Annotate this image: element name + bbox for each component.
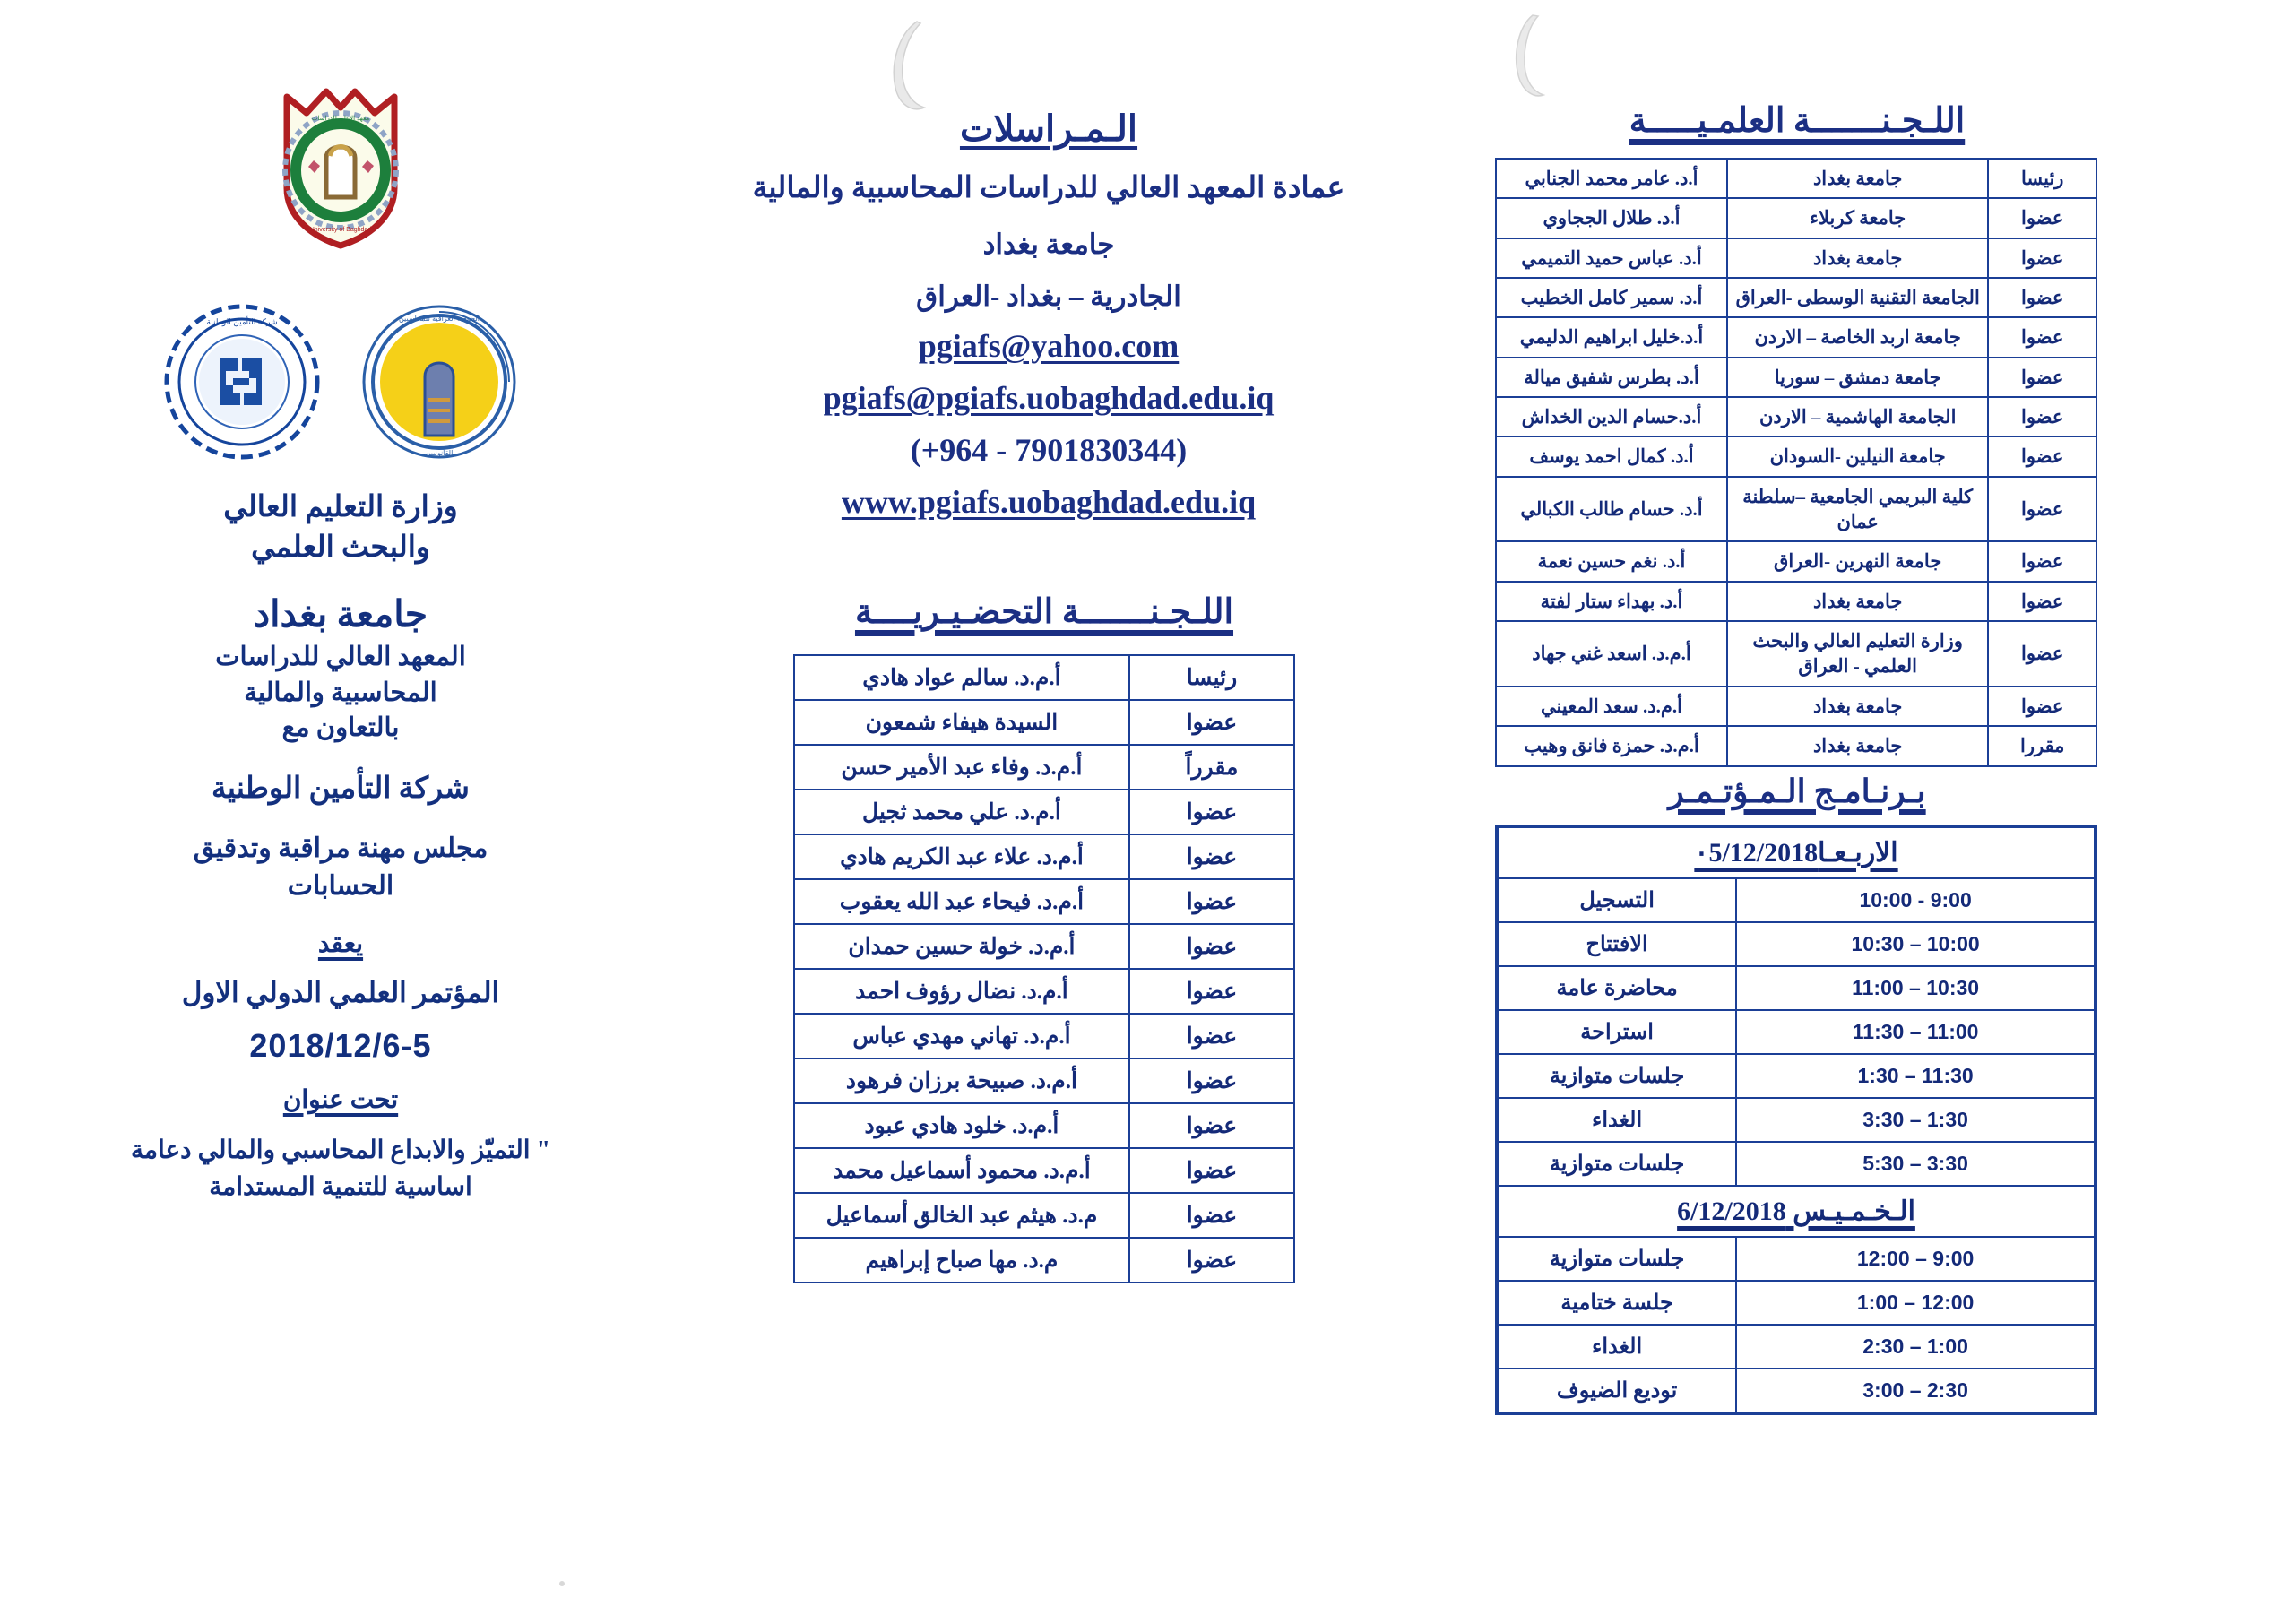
scientific-role: رئيسا <box>1988 159 2096 198</box>
scientific-affiliation: الجامعة الهاشمية – الاردن <box>1727 397 1988 436</box>
scientific-role: عضوا <box>1988 358 2096 397</box>
preparatory-member-name: أ.م.د. سالم عواد هادي <box>794 655 1129 700</box>
scientific-role: عضوا <box>1988 397 2096 436</box>
table-row <box>1497 826 2096 878</box>
scientific-affiliation: جامعة كربلاء <box>1727 198 1988 238</box>
program-day2-row <box>1497 1325 2096 1369</box>
scan-tear-mark-right <box>1506 13 1569 102</box>
program-time: 10:30 – 11:00 <box>1736 966 2096 1010</box>
scientific-member-name: أ.د.خليل ابراهيم الدليمي <box>1496 317 1727 357</box>
correspondence-block <box>708 108 1389 521</box>
scientific-member-name: أ.د. عباس حميد التميمي <box>1496 238 1727 278</box>
preparatory-member-name: أ.م.د. علاء عبد الكريم هادي <box>794 834 1129 879</box>
scientific-role: عضوا <box>1988 582 2096 621</box>
scientific-member-name: أ.د. طلال الججاوي <box>1496 198 1727 238</box>
table-row <box>794 879 1294 924</box>
scientific-member-name: أ.د. عامر محمد الجنابي <box>1496 159 1727 198</box>
conference-theme-line-1: " التميّز والابداع المحاسبي والمالي دعامة <box>130 1136 551 1165</box>
correspondence-heading: الـمـراسلات <box>959 108 1138 149</box>
correspondence-email-yahoo[interactable]: pgiafs@yahoo.com <box>918 328 1180 365</box>
table-row <box>1496 582 2096 621</box>
left-text-block <box>49 488 632 1206</box>
scientific-member-name: أ.م.د. سعد المعيني <box>1496 687 1727 726</box>
cooperation-label: بالتعاون مع <box>281 713 400 742</box>
holds-label: يعقد <box>317 930 364 959</box>
scientific-affiliation: جامعة النيلين -السودان <box>1727 436 1988 476</box>
program-activity: جلسات متوازية <box>1497 1237 1736 1281</box>
table-row <box>1496 238 2096 278</box>
preparatory-committee-body <box>794 655 1294 1283</box>
scan-tear-mark-left <box>874 18 955 117</box>
program-day2-row <box>1497 1237 2096 1281</box>
table-row <box>1496 317 2096 357</box>
preparatory-role: عضوا <box>1129 924 1294 969</box>
table-row <box>1496 159 2096 198</box>
table-row <box>794 655 1294 700</box>
preparatory-member-name: م.د. هيثم عبد الخالق أسماعيل <box>794 1193 1129 1238</box>
under-title-label: تحت عنوان <box>282 1086 399 1115</box>
scientific-member-name: أ.د. بهداء ستار لفتة <box>1496 582 1727 621</box>
program-activity: استراحة <box>1497 1010 1736 1054</box>
scientific-member-name: أ.د. نغم حسين نعمة <box>1496 541 1727 581</box>
program-activity: محاضرة عامة <box>1497 966 1736 1010</box>
preparatory-role: رئيسا <box>1129 655 1294 700</box>
scientific-affiliation: جامعة بغداد <box>1727 159 1988 198</box>
preparatory-role: عضوا <box>1129 1103 1294 1148</box>
svg-text:القانونيين: القانونيين <box>425 449 454 457</box>
scientific-role: عضوا <box>1988 238 2096 278</box>
scientific-affiliation: جامعة بغداد <box>1727 238 1988 278</box>
scientific-role: عضوا <box>1988 317 2096 357</box>
table-row <box>1496 397 2096 436</box>
scientific-committee-table <box>1495 158 2097 767</box>
scientific-role: عضوا <box>1988 278 2096 317</box>
preparatory-member-name: أ.م.د. وفاء عبد الأمير حسن <box>794 745 1129 790</box>
preparatory-member-name: م.د. مها صباح إبراهيم <box>794 1238 1129 1283</box>
left-column <box>49 81 632 1206</box>
scientific-role: مقررا <box>1988 726 2096 765</box>
partner-national-insurance: شركة التأمين الوطنية <box>212 772 470 805</box>
preparatory-role: عضوا <box>1129 700 1294 745</box>
preparatory-member-name: أ.م.د. نضال رؤوف احمد <box>794 969 1129 1014</box>
program-activity: جلسة ختامية <box>1497 1281 1736 1325</box>
scientific-role: عضوا <box>1988 198 2096 238</box>
national-insurance-logo <box>161 301 323 462</box>
program-day1-row <box>1497 878 2096 922</box>
logo-row-secondary <box>49 292 632 471</box>
program-activity: التسجيل <box>1497 878 1736 922</box>
preparatory-role: عضوا <box>1129 1238 1294 1283</box>
scientific-affiliation: الجامعة التقنية الوسطى -العراق <box>1727 278 1988 317</box>
scientific-member-name: أ.د.حسام الدين الخداش <box>1496 397 1727 436</box>
conference-name: المؤتمر العلمي الدولي الاول <box>181 977 500 1009</box>
scientific-committee-body <box>1496 159 2096 766</box>
program-time: 12:00 – 1:00 <box>1736 1281 2096 1325</box>
table-row <box>1496 687 2096 726</box>
preparatory-committee-table-wrap <box>793 654 1295 1283</box>
program-day1-header: الاربـعـا٠5/12/2018 <box>1497 826 2096 878</box>
scientific-member-name: أ.د. بطرس شفيق ميالة <box>1496 358 1727 397</box>
ministry-line-1: وزارة التعليم العالي <box>223 491 458 523</box>
preparatory-member-name: أ.م.د. محمود أسماعيل محمد <box>794 1148 1129 1193</box>
preparatory-committee-table <box>793 654 1295 1283</box>
program-heading: بـرنـامـج الـمـؤتـمـر <box>1668 773 1926 809</box>
program-time: 1:30 – 3:30 <box>1736 1098 2096 1142</box>
svg-text:معهد الاعلى للدراسات: معهد الاعلى للدراسات <box>311 116 369 122</box>
program-day1-row <box>1497 1010 2096 1054</box>
correspondence-email-institutional[interactable]: pgiafs@pgiafs.uobaghdad.edu.iq <box>823 380 1275 417</box>
table-row <box>794 700 1294 745</box>
institute-line-1: المعهد العالي للدراسات <box>215 643 466 672</box>
program-day1-row <box>1497 966 2096 1010</box>
preparatory-committee-heading: اللـجـنـــــــة التحضـيـريــــة <box>854 593 1234 631</box>
program-table-wrap <box>1495 825 2097 1415</box>
program-day1-row <box>1497 1098 2096 1142</box>
table-row <box>794 969 1294 1014</box>
correspondence-deanship: عمادة المعهد العالي للدراسات المحاسبية والمالية <box>752 172 1345 204</box>
program-time: 11:00 – 11:30 <box>1736 1010 2096 1054</box>
scientific-affiliation: جامعة دمشق – سوريا <box>1727 358 1988 397</box>
preparatory-role: عضوا <box>1129 834 1294 879</box>
program-time: 1:00 – 2:30 <box>1736 1325 2096 1369</box>
program-activity: الغداء <box>1497 1325 1736 1369</box>
scientific-affiliation: جامعة بغداد <box>1727 726 1988 765</box>
scientific-committee-heading: اللـجـنـــــــة العلمـيـــــة <box>1629 102 1966 140</box>
partner-audit-council-line-1: مجلس مهنة مراقبة وتدقيق <box>193 834 488 864</box>
program-time: 9:00 – 12:00 <box>1736 1237 2096 1281</box>
program-day2-header: الـخـمـيـس 6/12/2018 <box>1497 1186 2096 1237</box>
preparatory-role: عضوا <box>1129 969 1294 1014</box>
table-row <box>794 1014 1294 1058</box>
scientific-affiliation: جامعة بغداد <box>1727 687 1988 726</box>
program-day1-row <box>1497 1054 2096 1098</box>
program-day2-row <box>1497 1369 2096 1413</box>
scientific-affiliation: وزارة التعليم العالي والبحث العلمي - العراق <box>1727 621 1988 687</box>
scan-speck-bottom <box>556 1577 568 1590</box>
program-day2-row <box>1497 1281 2096 1325</box>
scientific-affiliation: جامعة اربد الخاصة – الاردن <box>1727 317 1988 357</box>
correspondence-university: جامعة بغداد <box>982 229 1115 261</box>
table-row <box>1496 436 2096 476</box>
table-row <box>1496 477 2096 542</box>
program-activity: الافتتاح <box>1497 922 1736 966</box>
scientific-affiliation: جامعة بغداد <box>1727 582 1988 621</box>
table-row <box>1497 1186 2096 1237</box>
preparatory-member-name: أ.م.د. تهاني مهدي عباس <box>794 1014 1129 1058</box>
partner-audit-council-line-2: الحسابات <box>287 871 394 902</box>
preparatory-role: عضوا <box>1129 1014 1294 1058</box>
program-activity: توديع الضيوف <box>1497 1369 1736 1413</box>
university-name: جامعة بغداد <box>253 593 428 635</box>
scientific-member-name: أ.د. حسام طالب الكبالي <box>1496 477 1727 542</box>
logo-row-primary <box>49 81 632 287</box>
program-time: 10:00 – 10:30 <box>1736 922 2096 966</box>
ministry-line-2: والبحث العلمي <box>251 531 430 564</box>
accountants-association-logo <box>359 301 520 462</box>
scientific-committee-table-wrap <box>1495 158 2097 767</box>
table-row <box>1496 621 2096 687</box>
preparatory-member-name: أ.م.د. فيحاء عبد الله يعقوب <box>794 879 1129 924</box>
scientific-role: عضوا <box>1988 687 2096 726</box>
table-row <box>794 1238 1294 1283</box>
table-row <box>794 745 1294 790</box>
table-row <box>794 834 1294 879</box>
table-row <box>1496 198 2096 238</box>
table-row <box>794 1058 1294 1103</box>
correspondence-phone: (+964 - 7901830344) <box>910 432 1188 469</box>
table-row <box>1496 358 2096 397</box>
preparatory-role: مقرراً <box>1129 745 1294 790</box>
preparatory-role: عضوا <box>1129 1148 1294 1193</box>
table-row <box>794 1193 1294 1238</box>
svg-text:University of Baghdad: University of Baghdad <box>309 227 371 233</box>
table-row <box>794 1103 1294 1148</box>
program-activity: الغداء <box>1497 1098 1736 1142</box>
program-day1-row <box>1497 922 2096 966</box>
scientific-role: عضوا <box>1988 436 2096 476</box>
preparatory-role: عضوا <box>1129 1193 1294 1238</box>
svg-text:الجمعية العراقية للمحاسبين: الجمعية العراقية للمحاسبين <box>398 315 480 323</box>
table-row <box>1496 278 2096 317</box>
program-table <box>1495 825 2097 1415</box>
scientific-member-name: أ.م.د. حمزة فانق وهيب <box>1496 726 1727 765</box>
table-row <box>794 924 1294 969</box>
preparatory-member-name: أ.م.د. علي محمد ثجيل <box>794 790 1129 834</box>
table-row <box>794 1148 1294 1193</box>
conference-theme-line-2: اساسية للتنمية المستدامة <box>209 1172 472 1201</box>
scientific-member-name: أ.د. سمير كامل الخطيب <box>1496 278 1727 317</box>
program-time: 2:30 – 3:00 <box>1736 1369 2096 1413</box>
preparatory-member-name: أ.م.د. خلود هادي عبود <box>794 1103 1129 1148</box>
institute-line-2: المحاسبية والمالية <box>244 678 437 707</box>
correspondence-website[interactable]: www.pgiafs.uobaghdad.edu.iq <box>841 484 1257 521</box>
scientific-role: عضوا <box>1988 621 2096 687</box>
scientific-member-name: أ.د. كمال احمد يوسف <box>1496 436 1727 476</box>
svg-text:شركة التأمين الوطنية: شركة التأمين الوطنية <box>206 317 278 326</box>
institute-crest-logo <box>276 81 406 251</box>
preparatory-role: عضوا <box>1129 1058 1294 1103</box>
scientific-role: عضوا <box>1988 541 2096 581</box>
scientific-affiliation: جامعة النهرين -العراق <box>1727 541 1988 581</box>
table-row <box>794 790 1294 834</box>
correspondence-address: الجادرية – بغداد -العراق <box>916 281 1181 313</box>
program-time: 9:00 - 10:00 <box>1736 878 2096 922</box>
program-day1-row <box>1497 1142 2096 1186</box>
scientific-member-name: أ.م.د. اسعد غني جهاد <box>1496 621 1727 687</box>
program-activity: جلسات متوازية <box>1497 1054 1736 1098</box>
preparatory-role: عضوا <box>1129 790 1294 834</box>
program-time: 3:30 – 5:30 <box>1736 1142 2096 1186</box>
preparatory-member-name: أ.م.د. صبيحة برزان فرهود <box>794 1058 1129 1103</box>
scientific-affiliation: كلية البريمي الجامعية –سلطنة عمان <box>1727 477 1988 542</box>
preparatory-role: عضوا <box>1129 879 1294 924</box>
preparatory-member-name: أ.م.د. خولة حسين حمدان <box>794 924 1129 969</box>
table-row <box>1496 726 2096 765</box>
conference-dates: 2018/12/6-5 <box>249 1027 432 1065</box>
program-time: 11:30 – 1:30 <box>1736 1054 2096 1098</box>
preparatory-member-name: السيدة هيفاء شمعون <box>794 700 1129 745</box>
scientific-role: عضوا <box>1988 477 2096 542</box>
program-body <box>1497 826 2096 1413</box>
program-activity: جلسات متوازية <box>1497 1142 1736 1186</box>
table-row <box>1496 541 2096 581</box>
